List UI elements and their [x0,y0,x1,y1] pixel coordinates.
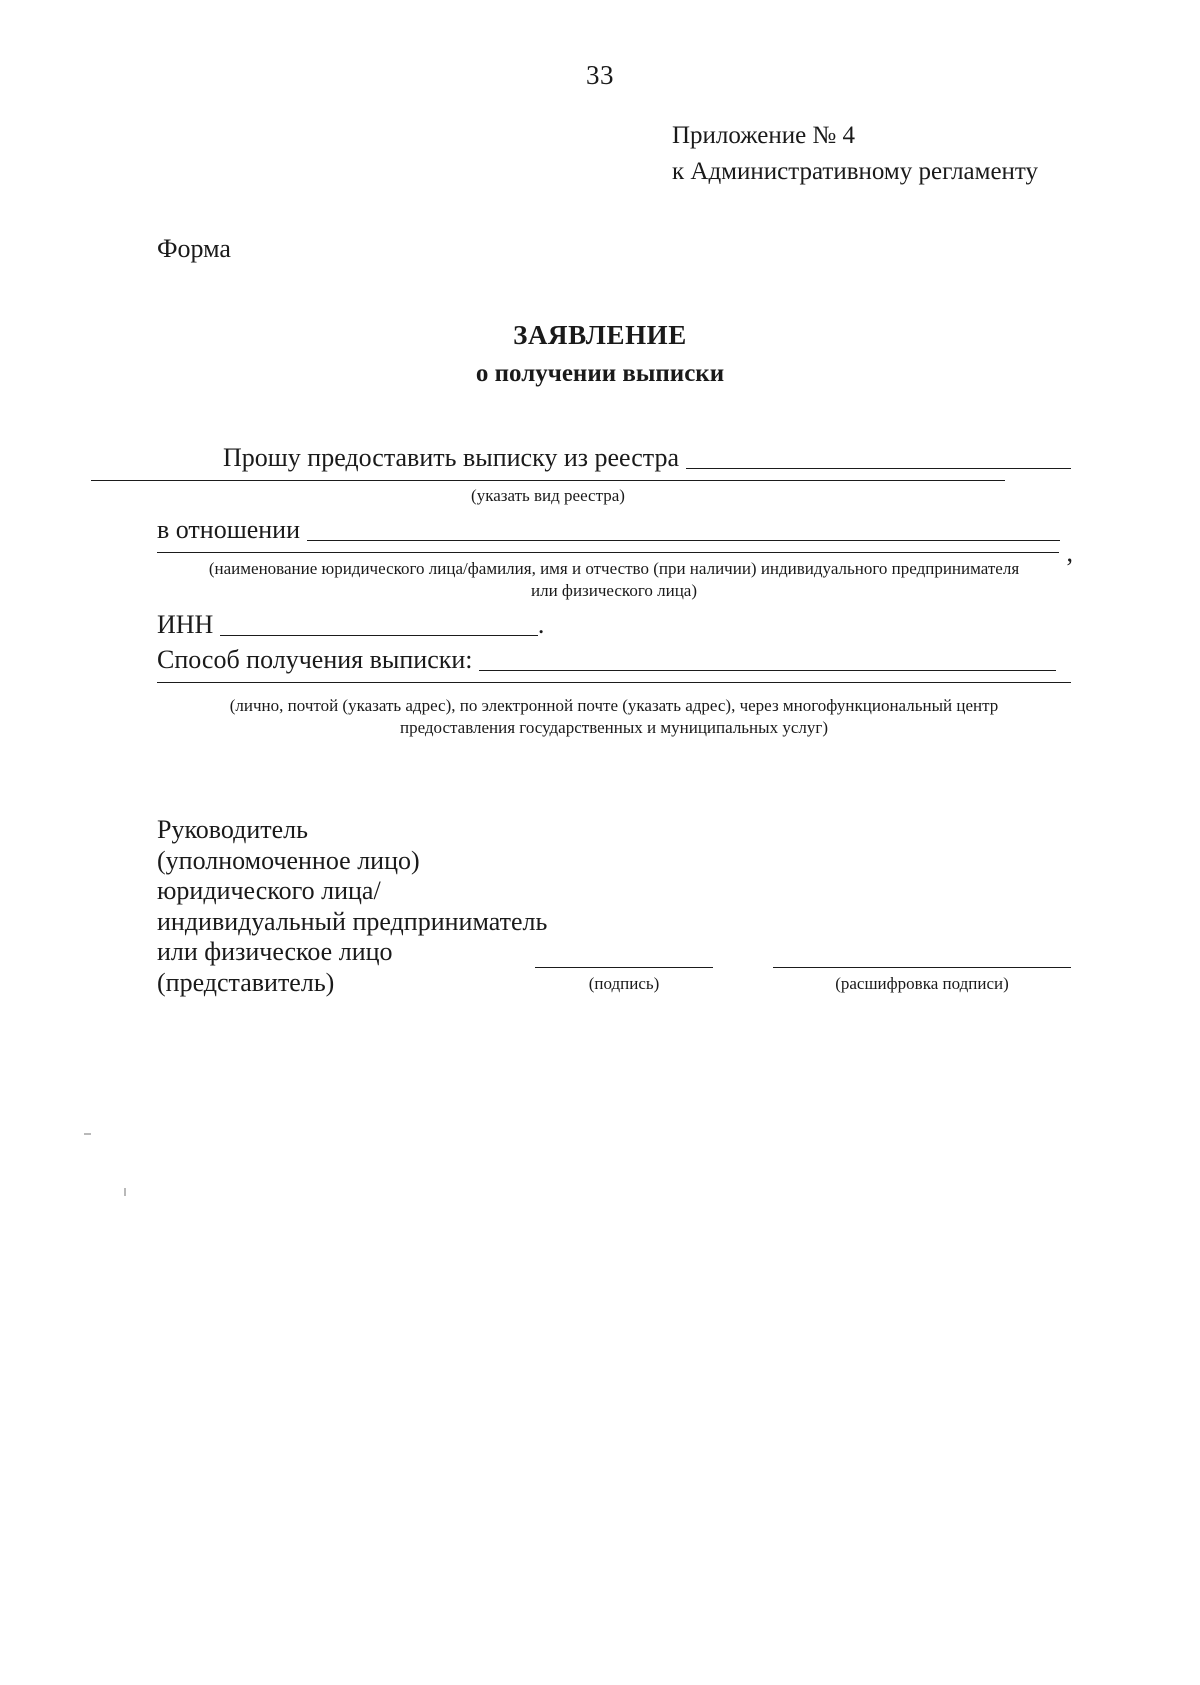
appendix-line-2: к Административному регламенту [672,158,1039,185]
form-label: Форма [157,234,231,263]
delivery-label: Способ получения выписки: [157,645,473,674]
signatory-role-line-6: (представитель) [157,967,335,997]
signature-caption: (подпись) [588,974,660,993]
document-title: ЗАЯВЛЕНИЕ [513,320,687,350]
appendix-line-1: Приложение № 4 [672,122,856,149]
registry-caption: (указать вид реестра) [471,486,625,505]
delivery-caption-line-1: (лично, почтой (указать адрес), по электронной почте (указать адрес), через многофункциональный центр [229,696,999,715]
signatory-role-line-3: юридического лица/ [157,876,381,905]
subject-caption-line-2: или физического лица) [531,581,697,600]
registry-type-input[interactable] [686,448,1071,469]
inn-row [157,610,1071,640]
signature-block [157,815,1071,998]
signatory-role-line-2: (уполномоченное лицо) [157,845,420,875]
registry-type-input-continued[interactable] [91,480,1005,481]
title-block [0,318,1200,391]
signature-transcript-caption: (расшифровка подписи) [835,974,1009,993]
form-body [157,443,1071,739]
subject-input-continued[interactable] [157,552,1059,553]
request-label: Прошу предоставить выписку из реестра [223,443,680,472]
subject-input[interactable] [307,520,1060,541]
document-subtitle: о получении выписки [475,360,725,387]
signature-input[interactable] [535,967,713,968]
subject-caption-line-1: (наименование юридического лица/фамилия, имя и отчество (при наличии) индивидуального предпринимателя [208,559,1020,578]
signature-rules [535,967,1071,968]
request-row [157,443,1071,473]
signature-transcript-input[interactable] [773,967,1071,968]
inn-input[interactable] [220,615,538,636]
signatory-role-line-4: индивидуальный предприниматель [157,906,548,936]
scan-artifact-speck-1 [84,1133,91,1135]
page-number: 33 [586,60,614,90]
inn-label: ИНН [157,610,214,639]
subject-trailing-comma: , [1066,538,1073,567]
subject-label: в отношении [157,515,301,544]
delivery-caption-line-2: предоставления государственных и муниципальных услуг) [399,718,828,737]
inn-period: . [537,610,545,639]
appendix-reference [672,118,1112,190]
delivery-input-continued[interactable] [157,682,1071,683]
signatory-role-line-1: Руководитель [157,815,308,844]
signature-captions [535,974,1071,994]
delivery-row [157,645,1071,675]
signatory-role-line-5: или физическое лицо [157,937,393,966]
subject-row [157,515,1071,545]
signature-fields [535,967,1071,994]
delivery-input[interactable] [479,650,1056,671]
subject-input-continued-wrap [157,538,1073,567]
scan-artifact-speck-2 [124,1188,126,1196]
